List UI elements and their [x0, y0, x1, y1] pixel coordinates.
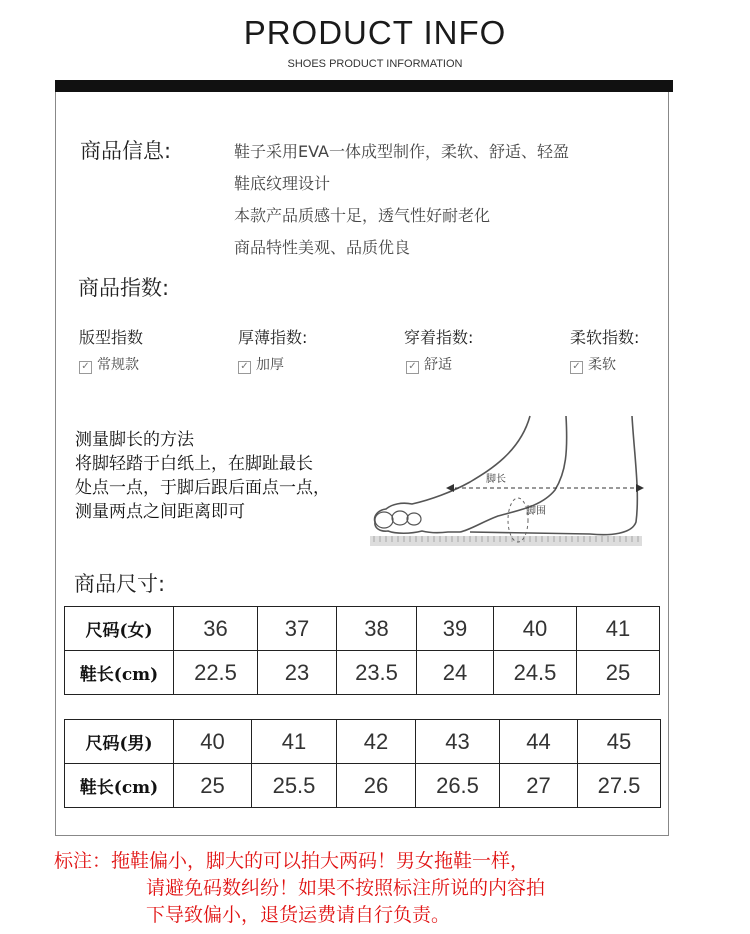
notice-line: 请避免码数纠纷！如果不按照标注所说的内容拍: [146, 877, 546, 899]
product-index-label: 商品指数:: [78, 276, 170, 300]
index-name-thickness: 厚薄指数:: [238, 328, 308, 347]
checkbox-icon: ✓: [79, 361, 92, 374]
info-line: 鞋底纹理设计: [234, 174, 331, 193]
women-size-table: [64, 606, 660, 695]
length-cell: 22.5: [174, 651, 258, 695]
length-cell: 27: [500, 764, 578, 808]
arrow-head: [636, 484, 644, 492]
page-subtitle: SHOES PRODUCT INFORMATION: [287, 58, 463, 70]
index-value-fit: ✓ 常规款: [79, 354, 139, 374]
size-cell: 39: [417, 607, 494, 651]
size-cell: 45: [578, 720, 661, 764]
size-cell: 42: [337, 720, 416, 764]
size-header: 尺码(女): [65, 607, 174, 651]
size-cell: 43: [416, 720, 500, 764]
page-title: PRODUCT INFO: [243, 14, 507, 51]
girth-label: 脚围: [526, 506, 546, 517]
info-line: 鞋子采用EVA一体成型制作，柔软、舒适、轻盈: [234, 142, 569, 161]
info-line: 本款产品质感十足，透气性好耐老化: [234, 206, 491, 225]
index-value-softness: ✓ 柔软: [570, 354, 616, 374]
table-row: [65, 720, 661, 764]
index-name-fit: 版型指数: [79, 328, 144, 347]
length-header: 鞋长(cm): [65, 764, 174, 808]
size-cell: 36: [174, 607, 258, 651]
length-cell: 23: [258, 651, 337, 695]
measure-line: 测量脚长的方法: [75, 430, 194, 450]
notice-line: 下导致偏小，退货运费请自行负责。: [146, 904, 451, 926]
length-cell: 25.5: [252, 764, 337, 808]
checkbox-icon: ✓: [570, 361, 583, 374]
length-cell: 23.5: [337, 651, 417, 695]
size-cell: 40: [174, 720, 252, 764]
length-cell: 24.5: [494, 651, 577, 695]
size-header: 尺码(男): [65, 720, 174, 764]
index-name-wear: 穿着指数:: [404, 328, 474, 347]
length-cell: 25: [577, 651, 660, 695]
toe: [392, 511, 408, 525]
checkbox-icon: ✓: [406, 361, 419, 374]
length-header: 鞋长(cm): [65, 651, 174, 695]
length-cell: 25: [174, 764, 252, 808]
size-cell: 38: [337, 607, 417, 651]
length-cell: 24: [417, 651, 494, 695]
length-cell: 26: [337, 764, 416, 808]
index-value-thickness: ✓ 加厚: [238, 354, 284, 374]
size-cell: 40: [494, 607, 577, 651]
men-size-table: [64, 719, 661, 808]
arrow-head: [446, 484, 454, 492]
length-cell: 26.5: [416, 764, 500, 808]
toe: [407, 513, 421, 525]
index-value-wear: ✓ 舒适: [406, 354, 452, 374]
length-label: 脚长: [486, 474, 506, 485]
table-row: [65, 651, 660, 695]
table-row: [65, 764, 661, 808]
header-divider: [55, 80, 673, 92]
table-row: [65, 607, 660, 651]
measure-line: 测量两点之间距离即可: [75, 502, 245, 522]
index-name-softness: 柔软指数:: [570, 328, 640, 347]
size-cell: 41: [577, 607, 660, 651]
checkbox-icon: ✓: [238, 361, 251, 374]
product-info-label: 商品信息:: [80, 139, 172, 163]
info-line: 商品特性美观、品质优良: [234, 238, 411, 257]
measure-instructions: [75, 428, 330, 524]
length-cell: 27.5: [578, 764, 661, 808]
measure-line: 将脚轻踏于白纸上，在脚趾最长: [75, 454, 313, 474]
size-cell: 37: [258, 607, 337, 651]
toe: [375, 512, 393, 528]
foot-measure-illustration: [370, 412, 655, 557]
girth-loop: [508, 498, 528, 542]
size-cell: 44: [500, 720, 578, 764]
product-size-label: 商品尺寸:: [74, 572, 166, 596]
size-cell: 41: [252, 720, 337, 764]
notice-line: 标注：拖鞋偏小，脚大的可以拍大两码！男女拖鞋一样，: [54, 850, 530, 872]
measure-line: 处点一点，于脚后跟后面点一点，: [75, 478, 330, 498]
